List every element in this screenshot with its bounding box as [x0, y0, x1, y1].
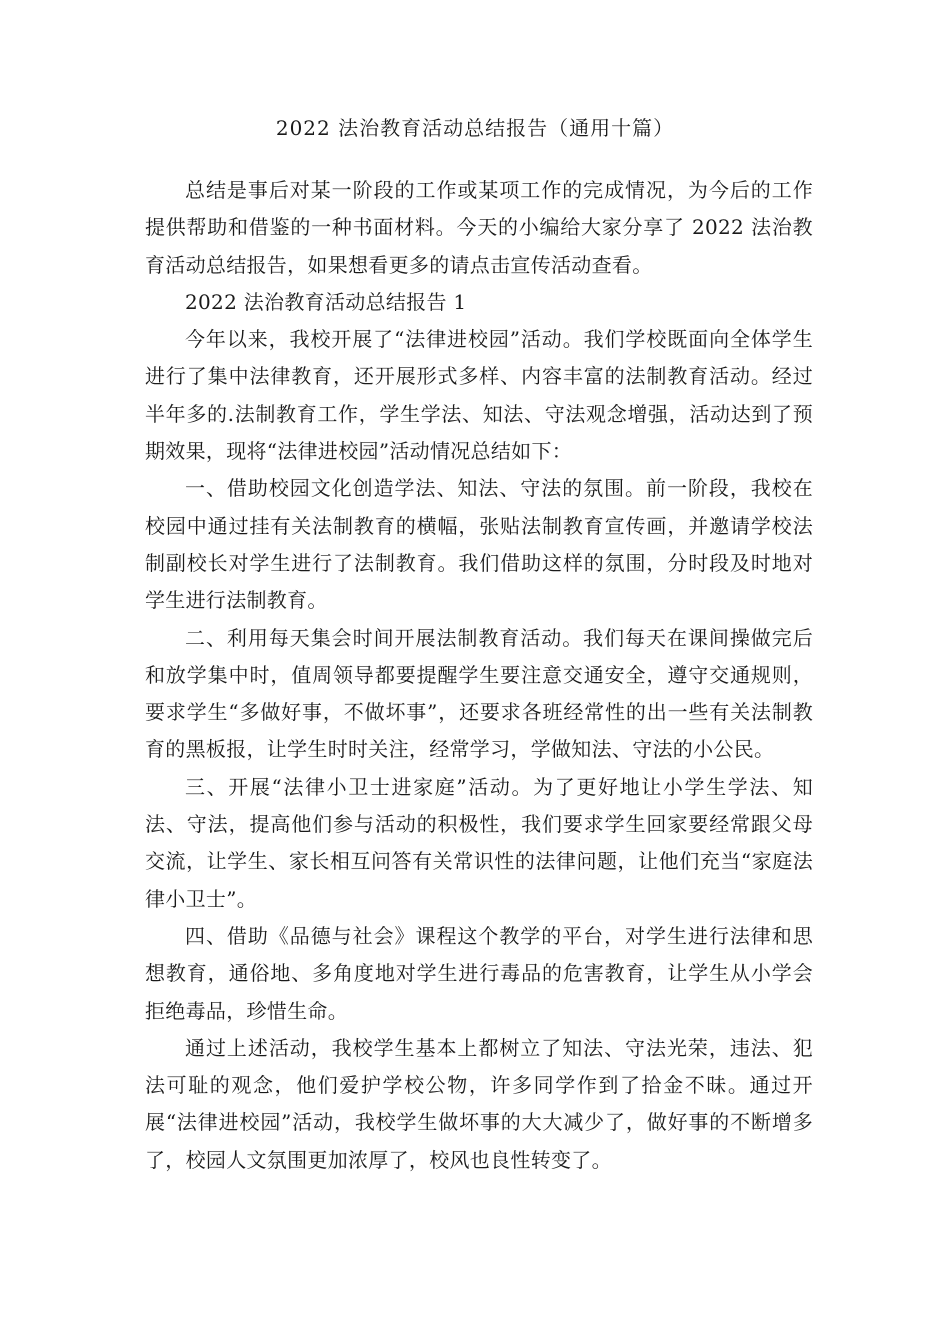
section-heading: 2022 法治教育活动总结报告 1 [185, 289, 467, 314]
body-paragraph: 三、开展“法律小卫士进家庭”活动。为了更好地让小学生学法、知法、守法，提高他们参与活动的积极性，我们要求学生回家要经常跟父母交流，让学生、家长相互问答有关常识性的法律问题，让他们充当“家庭法律小卫士”。 [145, 774, 813, 911]
body-paragraph: 一、借助校园文化创造学法、知法、守法的氛围。前一阶段，我校在校园中通过挂有关法制教育的横幅，张贴法制教育宣传画，并邀请学校法制副校长对学生进行了法制教育。我们借助这样的氛围，分时段及时地对学生进行法制教育。 [145, 476, 813, 613]
document-body [145, 172, 813, 1179]
body-paragraph: 二、利用每天集会时间开展法制教育活动。我们每天在课间操做完后和放学集中时，值周领导都要提醒学生要注意交通安全，遵守交通规则，要求学生“多做好事，不做坏事”，还要求各班经常性的出一些有关法制教育的黑板报，让学生时时关注，经常学习，学做知法、守法的小公民。 [145, 625, 813, 762]
document-title: 2022 法治教育活动总结报告（通用十篇） [275, 116, 675, 140]
intro-paragraph: 总结是事后对某一阶段的工作或某项工作的完成情况，为今后的工作提供帮助和借鉴的一种书面材料。今天的小编给大家分享了 2022 法治教育活动总结报告，如果想看更多的请点击宣传活动查看。 [145, 178, 813, 277]
body-paragraph: 今年以来，我校开展了“法律进校园”活动。我们学校既面向全体学生进行了集中法律教育，还开展形式多样、内容丰富的法制教育活动。经过半年多的.法制教育工作，学生学法、知法、守法观念增强，活动达到了预期效果，现将“法律进校园”活动情况总结如下： [145, 327, 813, 464]
body-paragraph: 通过上述活动，我校学生基本上都树立了知法、守法光荣，违法、犯法可耻的观念，他们爱护学校公物，许多同学作到了拾金不昧。通过开展“法律进校园”活动，我校学生做坏事的大大减少了，做好事的不断增多了，校园人文氛围更加浓厚了，校风也良性转变了。 [145, 1035, 813, 1172]
body-paragraph: 四、借助《品德与社会》课程这个教学的平台，对学生进行法律和思想教育，通俗地、多角度地对学生进行毒品的危害教育，让学生从小学会拒绝毒品，珍惜生命。 [145, 923, 813, 1023]
